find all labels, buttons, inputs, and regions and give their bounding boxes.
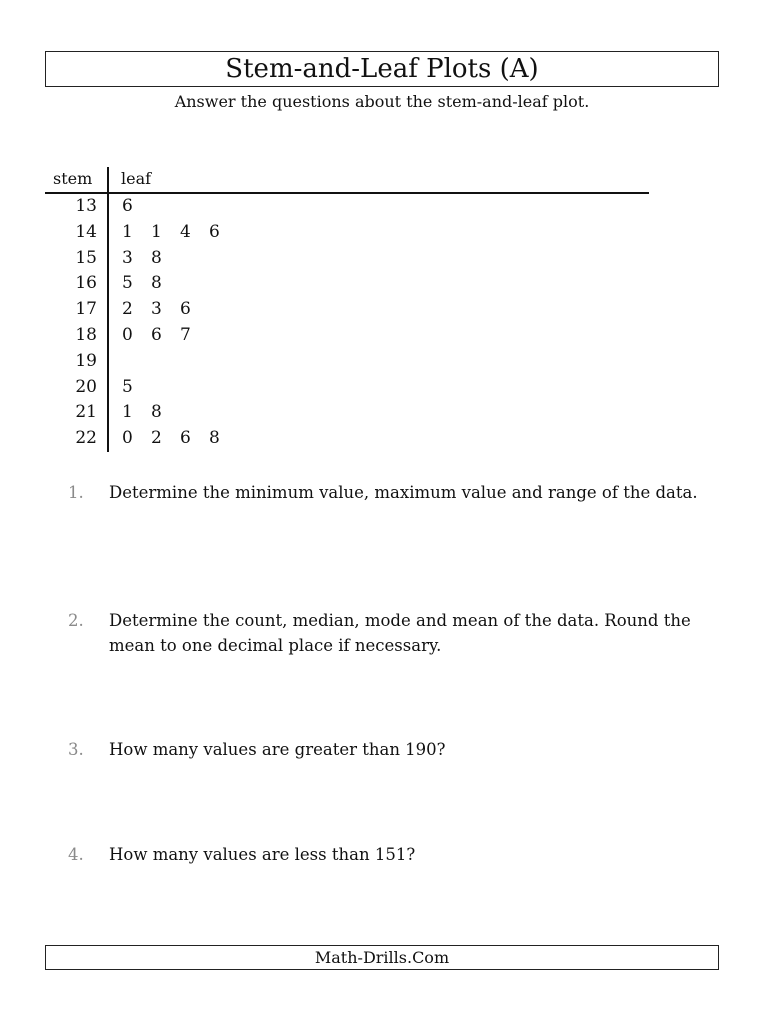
plot-row	[45, 400, 649, 426]
worksheet-title: Stem-and-Leaf Plots (A)	[45, 51, 719, 87]
stem-value: 14	[75, 221, 97, 242]
stem-value: 19	[75, 350, 97, 371]
leaf-values	[122, 400, 180, 426]
worksheet-instructions: Answer the questions about the stem-and-leaf plot.	[174, 92, 590, 111]
leaf-value: 7	[180, 324, 191, 345]
footer-site: Math-Drills.Com	[45, 945, 719, 970]
question-number: 2.	[68, 611, 84, 630]
plot-row	[45, 297, 649, 323]
leaf-value: 1	[122, 402, 133, 423]
plot-rows	[45, 194, 649, 452]
question-number: 1.	[68, 483, 84, 502]
leaf-value: 1	[151, 221, 162, 242]
stem-value: 16	[75, 273, 97, 294]
leaf-value: 4	[180, 221, 191, 242]
leaf-value: 8	[151, 402, 162, 423]
plot-row	[45, 220, 649, 246]
leaf-value: 2	[122, 299, 133, 320]
leaf-values	[122, 194, 151, 220]
leaf-value: 6	[209, 221, 220, 242]
leaf-values	[122, 323, 209, 349]
leaf-value: 5	[122, 273, 133, 294]
leaf-values	[122, 271, 180, 297]
stem-value: 15	[75, 247, 97, 268]
plot-row	[45, 349, 649, 375]
leaf-value: 8	[151, 247, 162, 268]
stem-value: 18	[75, 324, 97, 345]
leaf-value: 6	[151, 324, 162, 345]
plot-row	[45, 271, 649, 297]
leaf-value: 0	[122, 324, 133, 345]
leaf-values	[122, 426, 238, 452]
stem-value: 13	[75, 196, 97, 216]
stem-value: 22	[75, 428, 97, 449]
leaf-value: 3	[122, 247, 133, 268]
plot-header	[45, 167, 649, 194]
stem-and-leaf-plot	[45, 167, 655, 457]
leaf-value: 1	[122, 221, 133, 242]
stem-header: stem	[53, 169, 93, 188]
leaf-value: 0	[122, 428, 133, 449]
leaf-values	[122, 297, 209, 323]
stem-value: 21	[75, 402, 97, 423]
question-text: How many values are greater than 190?	[109, 740, 446, 759]
question-number: 3.	[68, 740, 84, 759]
leaf-value: 6	[180, 299, 191, 320]
leaf-value: 8	[209, 428, 220, 449]
question-text: Determine the count, median, mode and mean of the data. Round the mean to one decimal place if necessary.	[109, 611, 691, 655]
question-number: 4.	[68, 845, 84, 864]
leaf-value: 3	[151, 299, 162, 320]
leaf-value: 6	[180, 428, 191, 449]
leaf-value: 5	[122, 376, 133, 397]
stem-value: 20	[75, 376, 97, 397]
leaf-values	[122, 246, 180, 272]
plot-row	[45, 246, 649, 272]
leaf-value: 6	[122, 196, 133, 216]
leaf-value: 8	[151, 273, 162, 294]
plot-row	[45, 426, 649, 452]
plot-row	[45, 194, 649, 220]
stem-value: 17	[75, 299, 97, 320]
leaf-values	[122, 375, 151, 401]
leaf-values	[122, 220, 238, 246]
plot-row	[45, 375, 649, 401]
question-text: Determine the minimum value, maximum value and range of the data.	[109, 483, 698, 502]
leaf-value: 2	[151, 428, 162, 449]
plot-row	[45, 323, 649, 349]
leaf-header: leaf	[121, 169, 152, 188]
question-text: How many values are less than 151?	[109, 845, 416, 864]
